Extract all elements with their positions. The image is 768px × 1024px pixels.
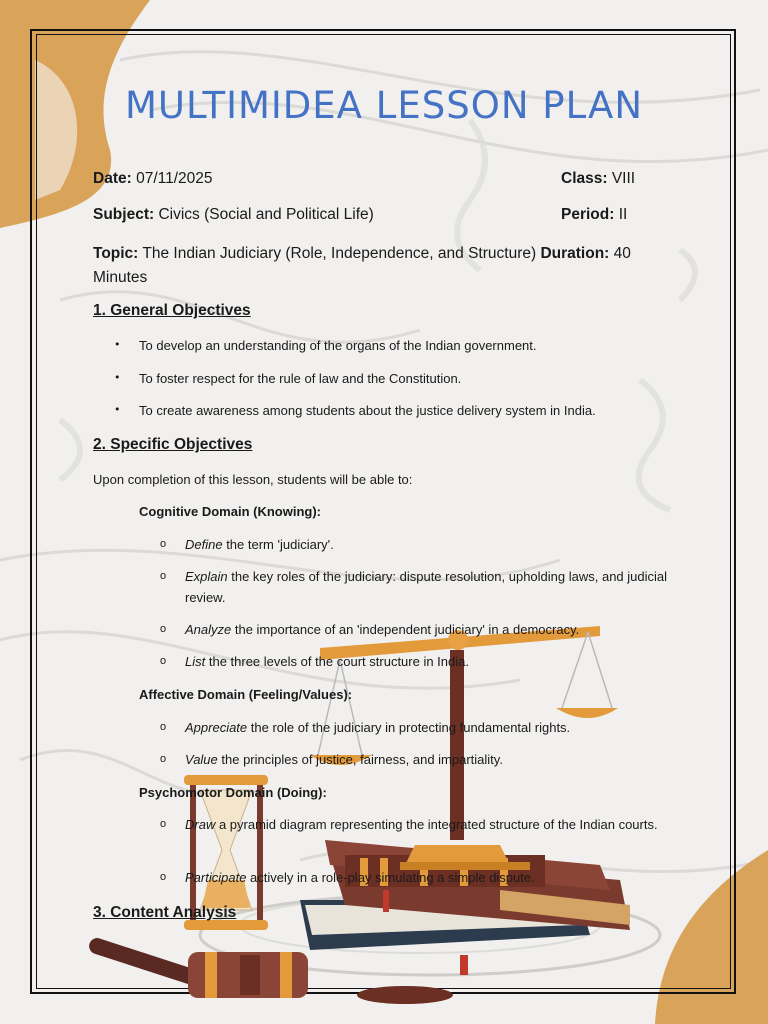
specific-objectives-intro: Upon completion of this lesson, students will be able to: xyxy=(93,472,413,487)
duration-value: 40 xyxy=(613,245,631,262)
duration-label: Duration: xyxy=(540,245,610,262)
cognitive-item: Explain the key roles of the judiciary: dispute resolution, upholding laws, and judicial review. xyxy=(185,569,668,605)
date-label: Date: xyxy=(93,170,132,187)
topic-value: The Indian Judiciary (Role, Independence, and Structure) xyxy=(142,245,537,262)
psychomotor-item: Participate actively in a role-play simulating a simple dispute. xyxy=(185,870,535,885)
circle-bullet-icon: o xyxy=(160,753,167,765)
topic-label: Topic: xyxy=(93,245,139,262)
bullet-icon: • xyxy=(114,403,121,416)
circle-bullet-icon: o xyxy=(160,818,167,830)
affective-item: Appreciate the role of the judiciary in protecting fundamental rights. xyxy=(185,720,571,735)
affective-item: Value the principles of justice, fairness, and impartiality. xyxy=(185,752,503,767)
affective-domain-heading: Affective Domain (Feeling/Values): xyxy=(139,687,353,702)
general-objectives-heading: 1. General Objectives xyxy=(93,302,251,319)
subject-row xyxy=(93,206,374,224)
circle-bullet-icon: o xyxy=(160,721,167,733)
subject-label: Subject: xyxy=(93,206,155,223)
cognitive-item: Analyze the importance of an 'independent judiciary' in a democracy. xyxy=(185,622,580,637)
subject-value: Civics (Social and Political Life) xyxy=(158,206,374,223)
date-row xyxy=(93,170,213,188)
specific-objectives-heading: 2. Specific Objectives xyxy=(93,436,253,453)
general-objective-item: To foster respect for the rule of law and the Constitution. xyxy=(139,371,462,386)
general-objective-item: To develop an understanding of the organs of the Indian government. xyxy=(139,338,537,353)
period-row xyxy=(561,206,627,224)
psychomotor-domain-heading: Psychomotor Domain (Doing): xyxy=(139,785,327,800)
class-value: VIII xyxy=(611,170,636,187)
gavel-icon xyxy=(87,936,453,1004)
circle-bullet-icon: o xyxy=(160,623,167,635)
class-label: Class: xyxy=(561,170,608,187)
cognitive-item: List the three levels of the court structure in India. xyxy=(185,654,469,669)
circle-bullet-icon: o xyxy=(160,538,167,550)
document-title: MULTIMIDEA LESSON PLAN xyxy=(124,84,644,127)
general-objective-item: To create awareness among students about the justice delivery system in India. xyxy=(139,403,596,418)
duration-unit: Minutes xyxy=(93,269,148,286)
cognitive-domain-heading: Cognitive Domain (Knowing): xyxy=(139,504,321,519)
circle-bullet-icon: o xyxy=(160,655,167,667)
bullet-icon: • xyxy=(114,371,121,384)
content-analysis-heading: 3. Content Analysis xyxy=(93,904,237,921)
psychomotor-item: Draw a pyramid diagram representing the integrated structure of the Indian courts. xyxy=(185,817,658,832)
date-value: 07/11/2025 xyxy=(136,170,213,187)
period-label: Period: xyxy=(561,206,615,223)
circle-bullet-icon: o xyxy=(160,570,167,582)
class-row xyxy=(561,170,635,188)
topic-row xyxy=(93,242,693,290)
bullet-icon: • xyxy=(114,338,121,351)
period-value: II xyxy=(618,206,628,223)
cognitive-item: Define the term 'judiciary'. xyxy=(185,537,334,552)
circle-bullet-icon: o xyxy=(160,871,167,883)
